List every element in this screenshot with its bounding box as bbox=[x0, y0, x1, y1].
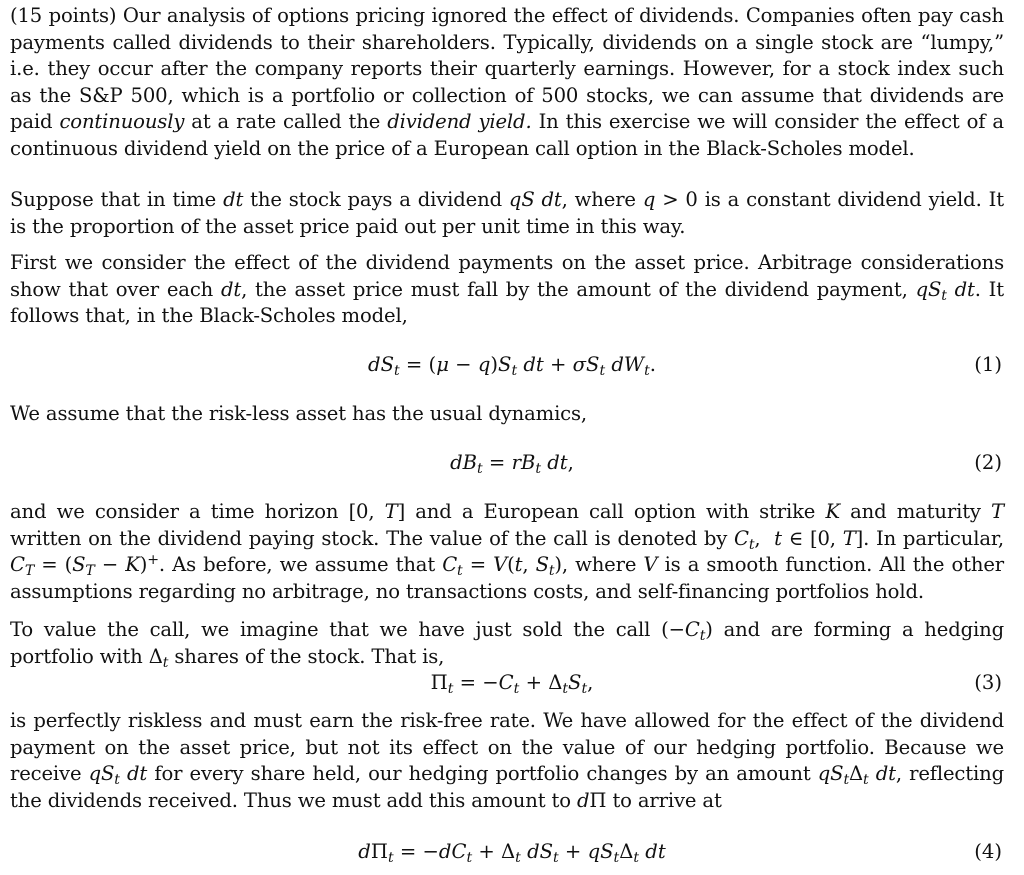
para5-text-7: , where bbox=[561, 553, 637, 576]
math-V: V bbox=[643, 553, 658, 576]
para2-text-2: the stock pays a dividend bbox=[250, 188, 502, 211]
para5-text-5: . In particular, bbox=[863, 526, 1004, 550]
intro-text-3: In this exercise we will consider the effect of a continuous dividend yield on the price of a European call option in the Black-Scholes model. bbox=[10, 110, 1004, 160]
equation-3-number: (3) bbox=[974, 671, 1002, 694]
intro-text-2: at a rate called the bbox=[191, 110, 381, 133]
equation-4-body: $d\Pi_t = -dC_t + \Delta_t$ $dS_t + qS_t\Delta_t$ dt bbox=[358, 840, 666, 866]
para6-text-1: To value the call, we imagine that we have just sold the call bbox=[10, 618, 651, 641]
para5-text-2: and a European call option with strike bbox=[415, 500, 816, 523]
para6-text-3: shares of the stock. That is, bbox=[174, 644, 445, 668]
math-K: K bbox=[825, 500, 840, 523]
points-label: (15 points) bbox=[10, 4, 117, 27]
intro-paragraph bbox=[10, 3, 1004, 162]
para4-text: We assume that the risk-less asset has the usual dynamics, bbox=[10, 402, 587, 425]
emphasis-dividend-yield: dividend yield. bbox=[387, 110, 532, 133]
equation-3 bbox=[0, 668, 1024, 698]
math-Ct-range: $C_t$, t ∈ [0, T] bbox=[734, 526, 864, 553]
para6-text-2: and are forming a hedging portfolio with bbox=[10, 618, 1004, 668]
para5-text-6: . As before, we assume that bbox=[158, 553, 436, 576]
equation-4 bbox=[0, 837, 1024, 867]
para7-text-3: , reflecting the dividends received. Thus we must add this amount to bbox=[10, 762, 1004, 812]
math-horizon: [0, T] bbox=[348, 500, 406, 523]
dividend-paragraph bbox=[10, 187, 1004, 240]
math-minus-Ct: $(-C_t)$ bbox=[661, 618, 713, 644]
equation-1-number: (1) bbox=[974, 353, 1002, 376]
para2-text-4: is a constant dividend yield. It is the proportion of the asset price paid out per unit time in this way. bbox=[10, 188, 1004, 238]
equation-2-number: (2) bbox=[974, 451, 1002, 474]
riskless-portfolio-paragraph bbox=[10, 708, 1004, 814]
para5-text-8: is a smooth function. All the other assumptions regarding no arbitrage, no transactions costs, and self-financing portfolios hold. bbox=[10, 553, 1004, 603]
para2-text-1: Suppose that in time bbox=[10, 188, 217, 211]
para7-text-2: for every share held, our hedging portfolio changes by an amount bbox=[154, 762, 811, 785]
para7-text-1: is perfectly riskless and must earn the risk-free rate. We have allowed for the effect of the dividend payment on the asset price, but not its effect on the value of our hedging portfolio. Because we receive bbox=[10, 709, 1004, 785]
math-qSt-Delta-dt: $qS_t\Delta_t$ dt bbox=[817, 762, 896, 788]
math-payoff: $C_T = (S_T - K)^+$ bbox=[10, 551, 159, 579]
math-Delta-t: $\Delta_t$ bbox=[148, 644, 169, 671]
para2-text-3: , where bbox=[561, 188, 636, 211]
math-T: T bbox=[991, 500, 1004, 523]
math-qSt-dt: $qS_t$ dt bbox=[88, 762, 148, 788]
para5-text-3: and maturity bbox=[850, 500, 981, 523]
equation-2 bbox=[0, 448, 1024, 478]
para3-text-2: , the asset price must fall by the amount of the dividend payment, bbox=[241, 277, 908, 301]
math-q-positive: q > 0 bbox=[642, 188, 698, 211]
para3-text-3: . It follows that, in the Black-Scholes model, bbox=[10, 277, 1004, 327]
riskless-paragraph bbox=[10, 401, 1004, 428]
arbitrage-paragraph bbox=[10, 250, 1004, 330]
intro-text-1: Our analysis of options pricing ignored the effect of dividends. Companies often pay cash payments called dividends to their shareholders. Typically, dividends on a single stock are “lumpy,” i.e. they occur after the company reports their quarterly earnings. However, for a stock index such as the S&P 500, which is a portfolio or collection of 500 stocks, we can assume that dividends are paid bbox=[10, 4, 1004, 133]
math-dt: dt bbox=[223, 188, 244, 211]
math-qSt-dt: $qS_t$ dt bbox=[915, 277, 975, 304]
math-dPi: dΠ bbox=[577, 788, 607, 812]
para3-text-1: First we consider the effect of the dividend payments on the asset price. Arbitrage considerations show that over each bbox=[10, 251, 1004, 301]
equation-4-number: (4) bbox=[974, 840, 1002, 863]
call-option-paragraph bbox=[10, 499, 1004, 605]
math-dt: dt bbox=[220, 277, 242, 301]
para5-text-1: and we consider a time horizon bbox=[10, 500, 339, 523]
equation-1 bbox=[0, 350, 1024, 380]
equation-2-body: $dB_t = rB_t$ dt, bbox=[450, 451, 574, 477]
para7-text-4: to arrive at bbox=[612, 788, 722, 812]
emphasis-continuously: continuously bbox=[59, 110, 185, 133]
equation-1-body: $dS_t = (\mu - q)S_t$ dt + $\sigma S_t$ $dW_t$. bbox=[368, 353, 656, 379]
math-Ct-V: $C_t = V(t$, $S_t$) bbox=[442, 553, 562, 579]
equation-3-body: $\Pi_t = -C_t + \Delta_tS_t$, bbox=[430, 671, 594, 697]
para5-text-4: written on the dividend paying stock. The value of the call is denoted by bbox=[10, 526, 728, 550]
hedging-paragraph bbox=[10, 617, 1004, 670]
math-qS-dt: qS dt bbox=[508, 188, 562, 211]
